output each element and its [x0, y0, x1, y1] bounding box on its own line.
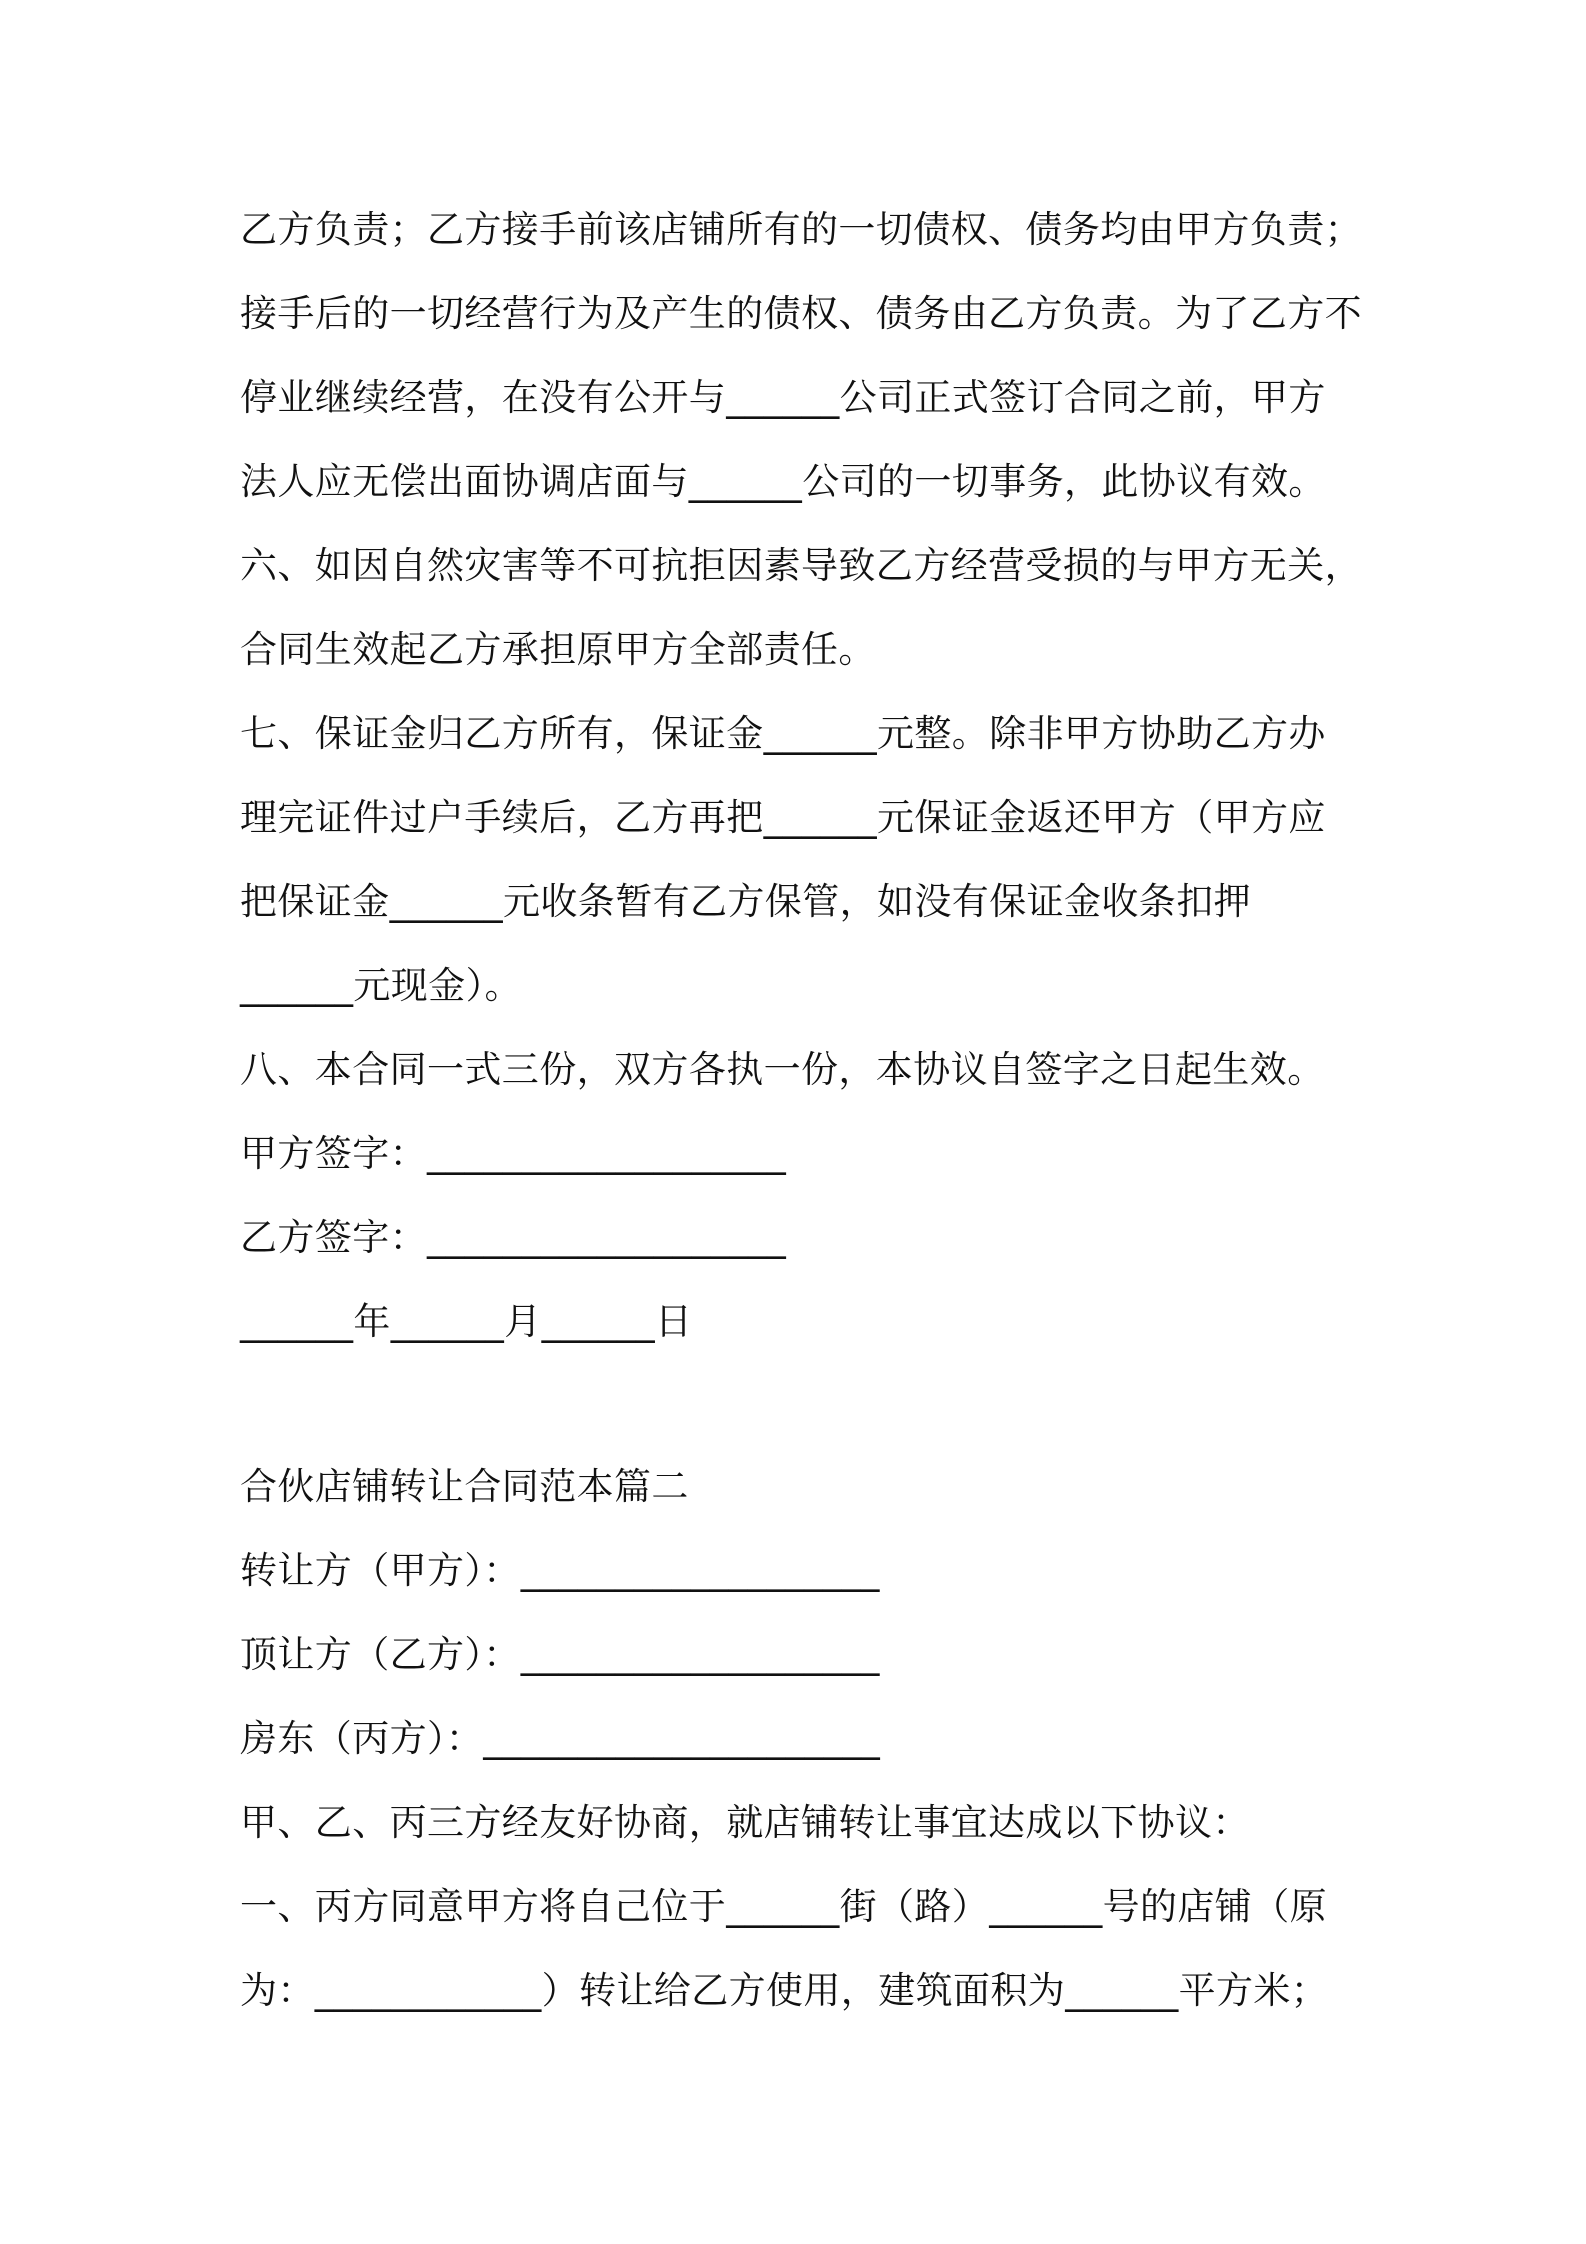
paragraph-line: 乙方负责；乙方接手前该店铺所有的一切债权、债务均由甲方负责；	[240, 208, 1362, 251]
transferor-field: 转让方（甲方）：___________________	[240, 1549, 880, 1592]
paragraph-line: ______元现金）。	[240, 964, 522, 1007]
paragraph-line: 合同生效起乙方承担原甲方全部责任。	[240, 628, 876, 671]
paragraph-line: 法人应无偿出面协调店面与______公司的一切事务，此协议有效。	[240, 460, 1326, 503]
paragraph-line: 理完证件过户手续后，乙方再把______元保证金返还甲方（甲方应	[240, 796, 1326, 839]
clause-one: 一、丙方同意甲方将自己位于______街（路）______号的店铺（原	[240, 1885, 1327, 1928]
party-b-signature: 乙方签字：___________________	[240, 1216, 787, 1259]
clause-eight: 八、本合同一式三份，双方各执一份，本协议自签字之日起生效。	[240, 1048, 1325, 1091]
section-title: 合伙店铺转让合同范本篇二	[240, 1465, 689, 1508]
transferee-field: 顶让方（乙方）：___________________	[240, 1633, 880, 1676]
signing-date: ______年______月______日	[240, 1300, 693, 1343]
landlord-field: 房东（丙方）：_____________________	[240, 1717, 881, 1760]
clause-six: 六、如因自然灾害等不可抗拒因素导致乙方经营受损的与甲方无关，	[240, 544, 1362, 587]
clause-seven: 七、保证金归乙方所有，保证金______元整。除非甲方协助乙方办	[240, 712, 1326, 755]
paragraph-line: 停业继续经营，在没有公开与______公司正式签订合同之前，甲方	[240, 376, 1326, 419]
paragraph-line: 为：____________）转让给乙方使用，建筑面积为______平方米；	[240, 1969, 1329, 2012]
agreement-intro: 甲、乙、丙三方经友好协商，就店铺转让事宜达成以下协议：	[240, 1801, 1250, 1844]
paragraph-line: 接手后的一切经营行为及产生的债权、债务由乙方负责。为了乙方不	[240, 292, 1362, 335]
party-a-signature: 甲方签字：___________________	[240, 1132, 787, 1175]
paragraph-line: 把保证金______元收条暂有乙方保管，如没有保证金收条扣押	[240, 880, 1251, 923]
